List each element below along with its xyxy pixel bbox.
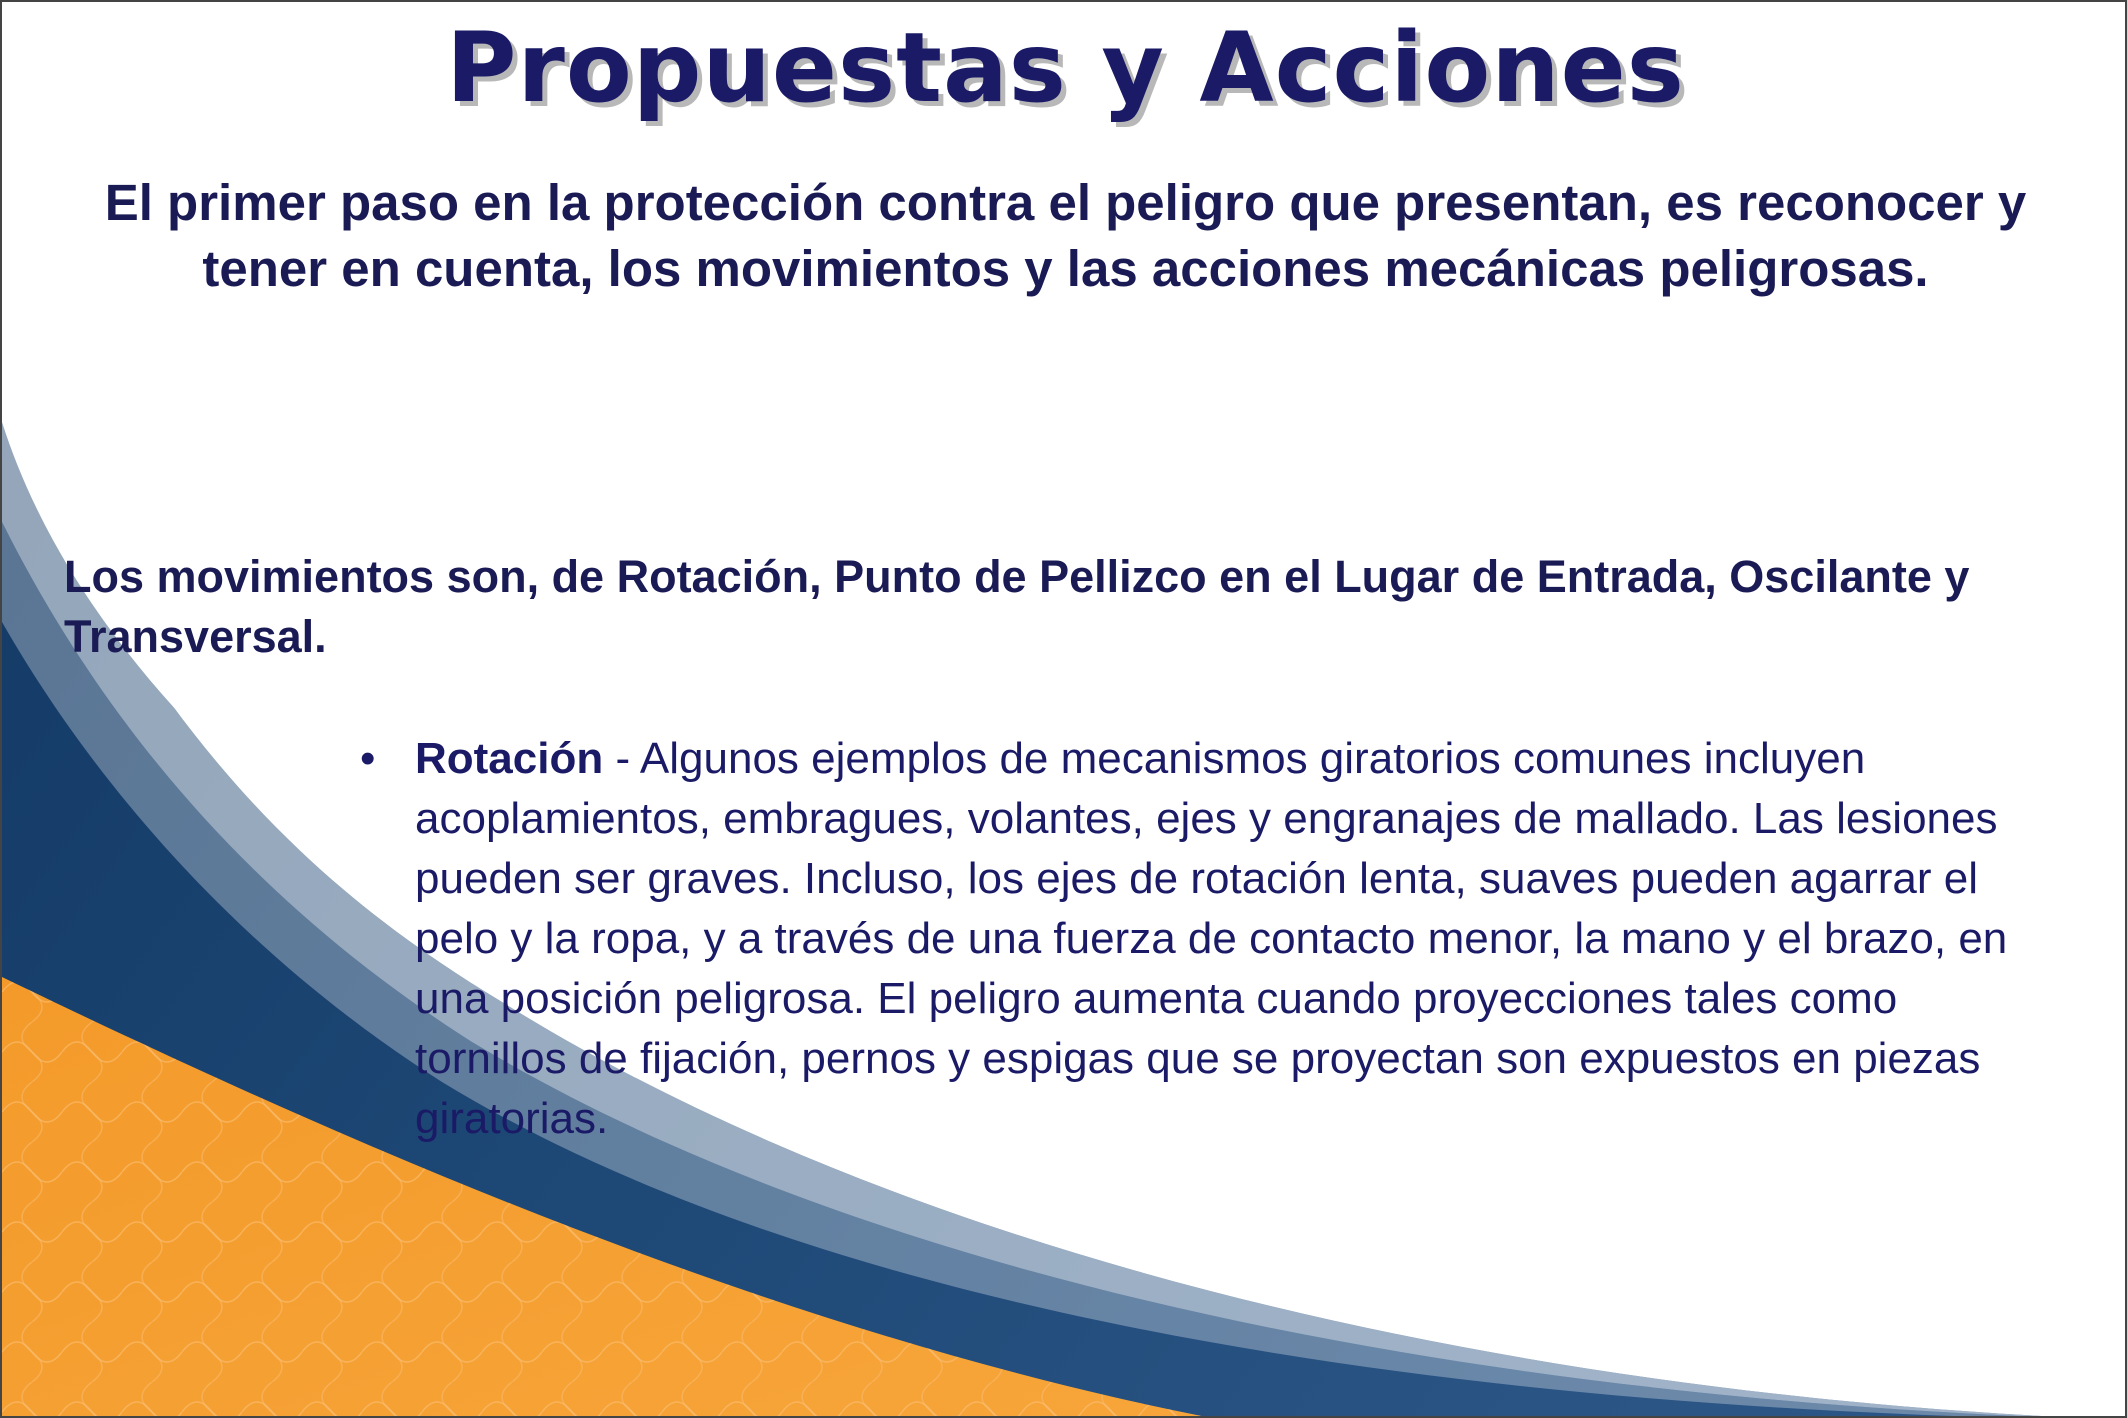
page-title: Propuestas y Acciones (446, 12, 1685, 124)
intro-paragraph: El primer paso en la protección contra el peligro que presentan, es reconocer y tener en cuenta, los movimientos y las acciones mecánicas peligrosas. (104, 174, 2027, 297)
bullet-term: Rotación (415, 734, 604, 783)
movements-paragraph: Los movimientos son, de Rotación, Punto de Pellizco en el Lugar de Entrada, Oscilante y Transversal. (64, 551, 1970, 662)
bullet-description: - Algunos ejemplos de mecanismos giratorios comunes incluyen acoplamientos, embragues, volantes, ejes y engranajes de mallado. Las lesiones pueden ser graves. Incluso, los ejes de rotación lenta, suaves pueden agarrar el pelo y la ropa, y a través de una fuerza de contacto menor, la mano y el brazo, en una posición peligrosa. El peligro aumenta cuando proyecciones tales como tornillos de fijación, pernos y espigas que se proyectan son expuestos en piezas giratorias. (415, 734, 2008, 1143)
bullet-list (360, 729, 2050, 1149)
list-item (360, 729, 2050, 1149)
bullet-marker: • (360, 734, 376, 783)
bullet-text (415, 729, 2050, 1149)
